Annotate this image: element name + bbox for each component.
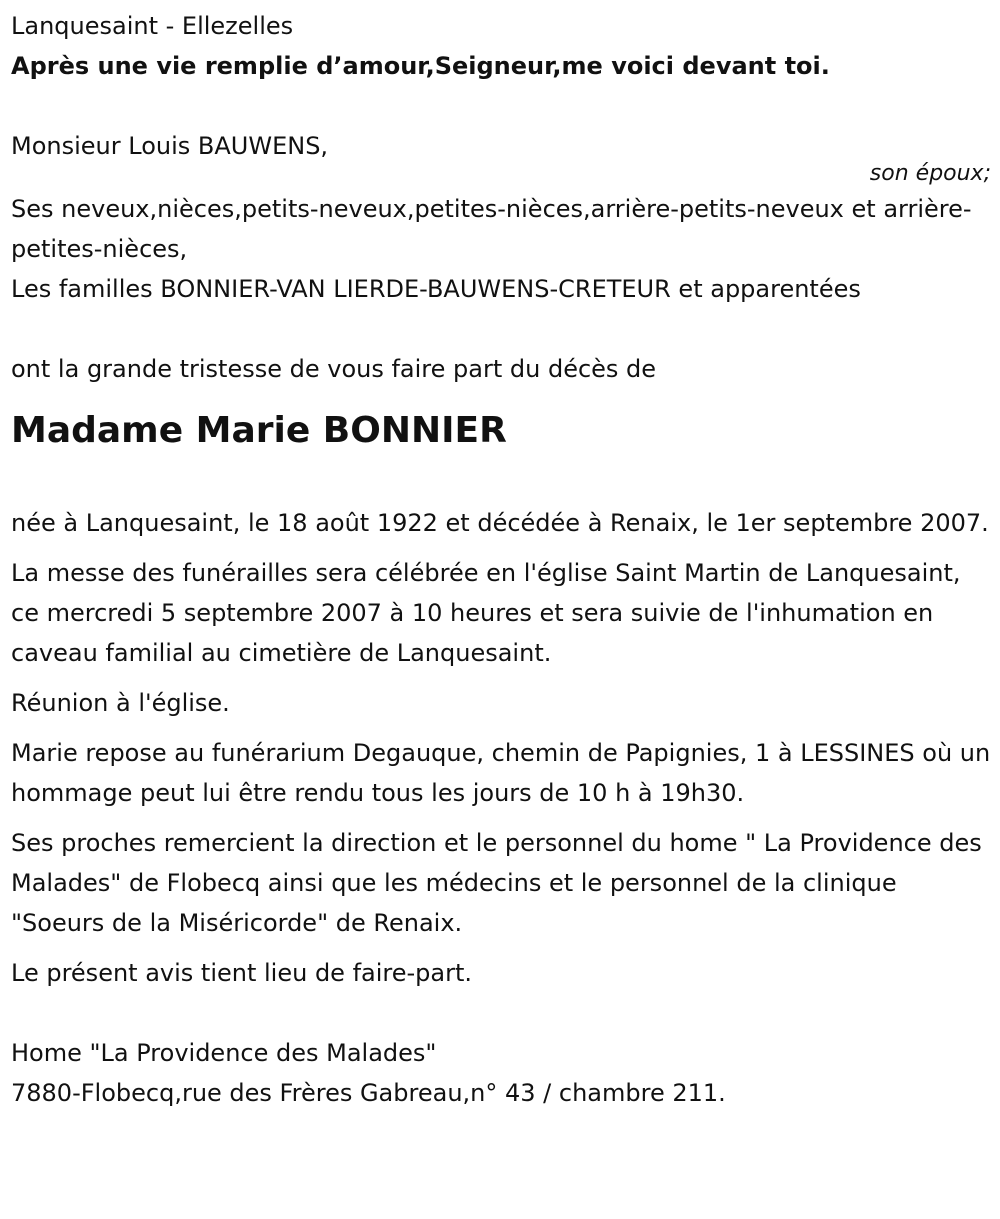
funeral-paragraph: La messe des funérailles sera célébrée en l'église Saint Martin de Lanquesaint, ce mercredi 5 septembre 2007 à 10 heures et sera suivie de l'inhumation en caveau familial au cimetière de Lanquesaint. bbox=[11, 559, 961, 667]
deceased-name: Madame Marie BONNIER bbox=[11, 410, 507, 451]
birth-death-paragraph: née à Lanquesaint, le 18 août 1922 et décédée à Renaix, le 1er septembre 2007. bbox=[11, 509, 989, 537]
spacer bbox=[11, 86, 991, 126]
notice-paragraph: Le présent avis tient lieu de faire-part. bbox=[11, 959, 473, 987]
spacer bbox=[11, 309, 991, 349]
spouse-name: Monsieur Louis BAUWENS, bbox=[11, 132, 329, 160]
spouse-role: son époux; bbox=[869, 161, 991, 186]
spacer bbox=[11, 993, 991, 1033]
address-line-2: 7880-Flobecq,rue des Frères Gabreau,n° 43 / chambre 211. bbox=[11, 1079, 726, 1107]
thanks-paragraph: Ses proches remercient la direction et le personnel du home " La Providence des Malades" de Flobecq ainsi que les médecins et le personnel de la clinique "Soeurs de la Miséricorde" de Renaix. bbox=[11, 829, 982, 937]
death-notice bbox=[11, 6, 991, 1113]
viewing-paragraph: Marie repose au funérarium Degauque, chemin de Papignies, 1 à LESSINES où un hommage peut lui être rendu tous les jours de 10 h à 19h30. bbox=[11, 739, 991, 807]
verse-line: Après une vie remplie d’amour,Seigneur,me voici devant toi. bbox=[11, 52, 830, 80]
location-line: Lanquesaint - Ellezelles bbox=[11, 12, 294, 40]
meeting-paragraph: Réunion à l'église. bbox=[11, 689, 230, 717]
address-line-1: Home "La Providence des Malades" bbox=[11, 1039, 437, 1067]
announcement-line: ont la grande tristesse de vous faire part du décès de bbox=[11, 355, 657, 383]
relatives-line: Ses neveux,nièces,petits-neveux,petites-nièces,arrière-petits-neveux et arrière-petites-nièces, bbox=[11, 195, 972, 263]
families-line: Les familles BONNIER-VAN LIERDE-BAUWENS-CRETEUR et apparentées bbox=[11, 275, 861, 303]
